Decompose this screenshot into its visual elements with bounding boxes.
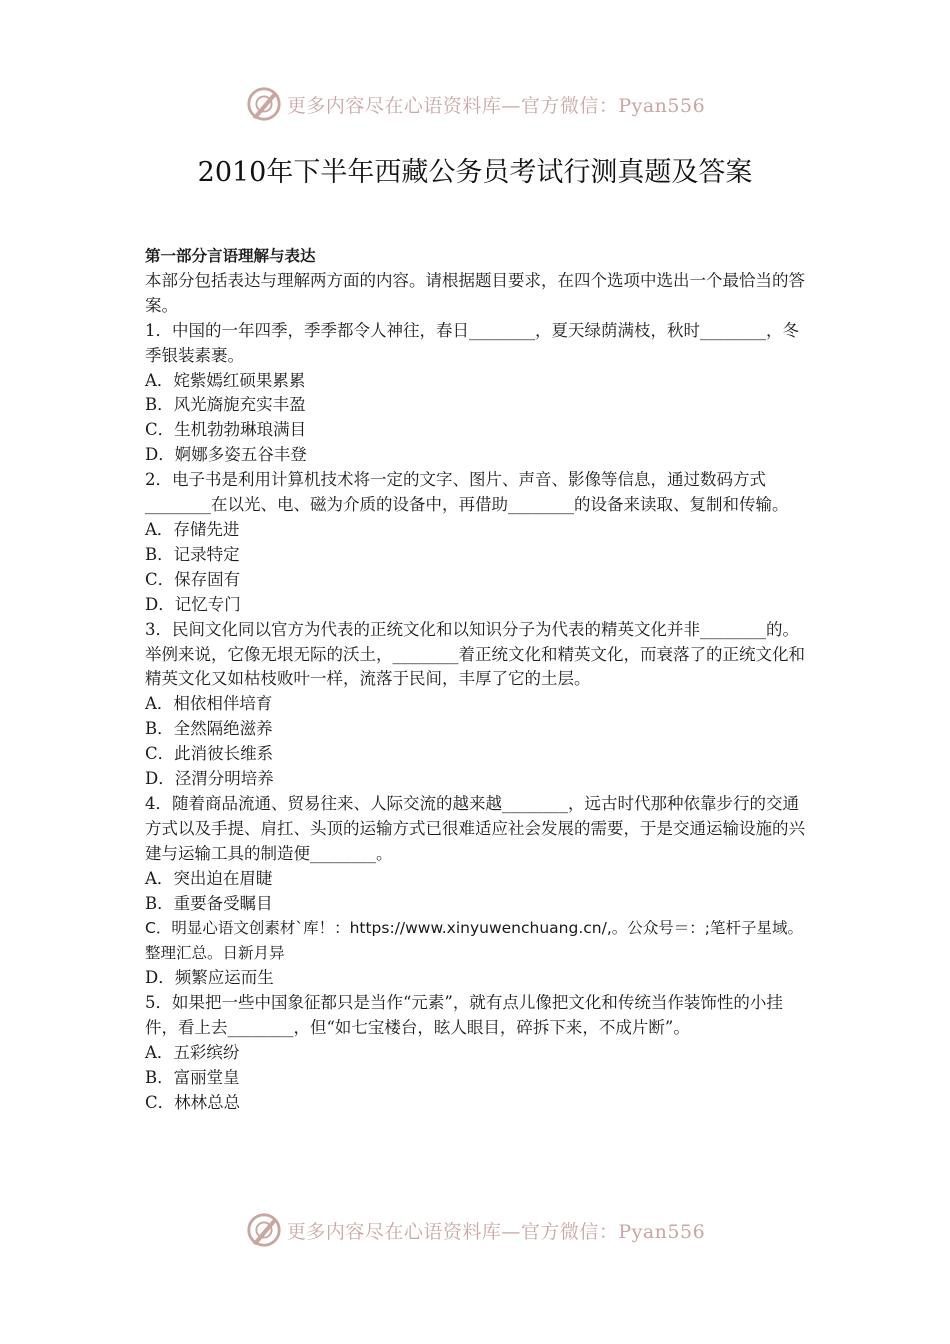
answer-option: C．生机勃勃琳琅满目 bbox=[145, 420, 307, 440]
answer-option: B．重要备受瞩目 bbox=[145, 893, 273, 913]
answer-option: D．记忆专门 bbox=[145, 594, 241, 614]
answer-option: B．风光旖旎充实丰盈 bbox=[145, 395, 306, 415]
answer-option: B．全然隔绝滋养 bbox=[145, 719, 273, 739]
document-title: 2010年下半年西藏公务员考试行测真题及答案 bbox=[197, 157, 753, 188]
banner-text: 更多内容尽在心语资料库—官方微信：Pyan556 bbox=[286, 1220, 706, 1243]
answer-option: B．富丽堂皇 bbox=[145, 1067, 240, 1087]
brand-logo-icon bbox=[245, 85, 283, 123]
question-stem: 5．如果把一些中国象征都只是当作“元素”，就有点儿像把文化和传统当作装饰性的小挂件，看上去________，但“如七宝楼台，眩人眼目，碎拆下来，不成片断”。 bbox=[145, 993, 783, 1038]
header-watermark-banner bbox=[0, 82, 950, 126]
answer-option: C．保存固有 bbox=[145, 569, 241, 589]
answer-option: A．突出迫在眉睫 bbox=[145, 868, 273, 888]
banner-text: 更多内容尽在心语资料库—官方微信：Pyan556 bbox=[286, 94, 706, 117]
answer-option: D．泾渭分明培养 bbox=[145, 769, 274, 789]
answer-option: C．明显心语文创素材`库！：https://www.xinyuwenchuang.cn/,。公众号＝：;笔杆子星域。整理汇总。日新月异 bbox=[145, 919, 803, 963]
question-stem: 4．随着商品流通、贸易往来、人际交流的越来越________，远古时代那种依靠步行的交通方式以及手提、肩扛、头顶的运输方式已很难适应社会发展的需要，于是交通运输设施的兴建与运输工具的制造便________。 bbox=[145, 793, 805, 863]
question-stem: 1．中国的一年四季，季季都令人神往，春日________，夏天绿荫满枝，秋时________，冬季银装素裹。 bbox=[145, 320, 799, 365]
answer-option: D．婀娜多姿五谷丰登 bbox=[145, 445, 307, 465]
answer-option: B．记录特定 bbox=[145, 544, 240, 564]
answer-option: A．姹紫嫣红硕果累累 bbox=[145, 370, 306, 390]
answer-option: A．五彩缤纷 bbox=[145, 1043, 240, 1062]
answer-option: A．存储先进 bbox=[145, 519, 240, 539]
question-stem: 3．民间文化同以官方为代表的正统文化和以知识分子为代表的精英文化并非________的。举例来说，它像无垠无际的沃土，________着正统文化和精英文化，而衰落了的正统文化和精英文化又如枯枝败叶一样，流落于民间，丰厚了它的土层。 bbox=[145, 619, 805, 689]
answer-option: A．相依相伴培育 bbox=[145, 694, 273, 714]
section-intro: 本部分包括表达与理解两方面的内容。请根据题目要求，在四个选项中选出一个最恰当的答案。 bbox=[145, 270, 805, 315]
answer-option: D．频繁应运而生 bbox=[145, 968, 274, 988]
answer-option: C．林林总总 bbox=[145, 1092, 241, 1112]
section-heading: 第一部分言语理解与表达 bbox=[145, 247, 316, 265]
answer-option: C．此消彼长维系 bbox=[145, 744, 274, 764]
footer-watermark-banner bbox=[0, 1208, 950, 1252]
brand-logo-icon bbox=[245, 1211, 283, 1249]
question-stem: 2．电子书是利用计算机技术将一定的文字、图片、声音、影像等信息，通过数码方式________在以光、电、磁为介质的设备中，再借助________的设备来读取、复制和传输。 bbox=[145, 470, 789, 515]
document-body bbox=[145, 244, 815, 1116]
